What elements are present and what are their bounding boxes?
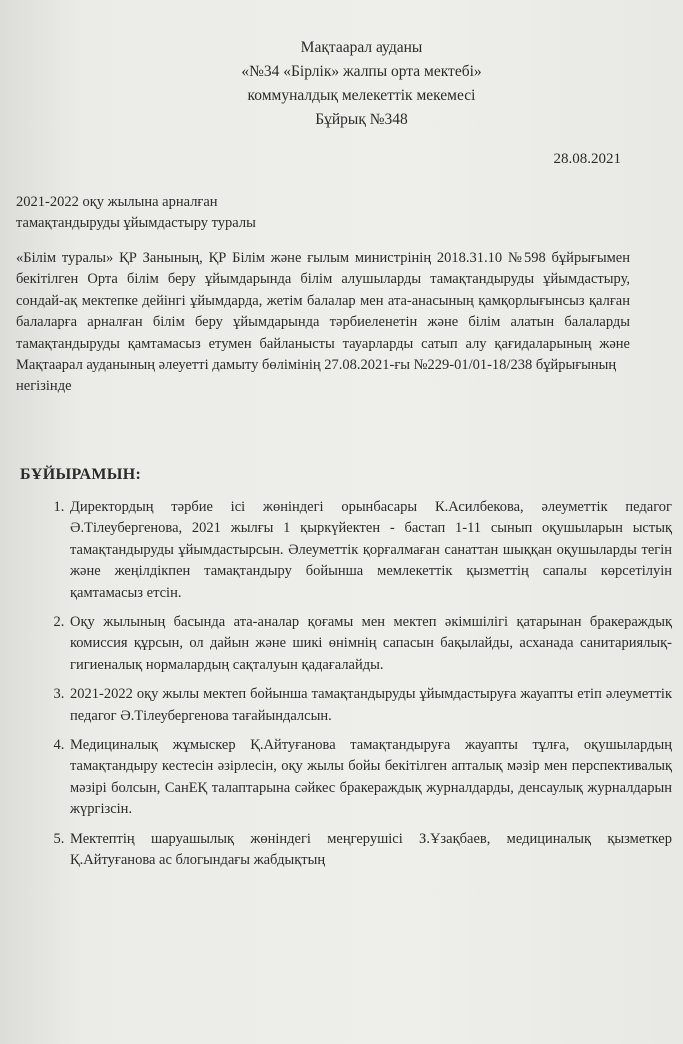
- order-date: 28.08.2021: [553, 151, 621, 167]
- preamble: [16, 248, 630, 398]
- preamble-end: негізінде: [16, 378, 72, 395]
- order-items-list: [28, 497, 672, 880]
- order-item: 3. 2021-2022 оқу жылы мектеп бойынша тамақтандыруды ұйымдастыруға жауапты етіп әлеуметтік педагог Ә.Тілеубергенова тағайындалсын.: [68, 684, 672, 727]
- order-heading: БҰЙЫРАМЫН:: [20, 466, 142, 483]
- order-item: 5. Мектептің шаруашылық жөніндегі меңгерушісі З.Ұзақбаев, медициналық қызметкер Қ.Айтуғанова ас блогындағы жабдықтың: [68, 829, 672, 872]
- preamble-text: «Білім туралы» ҚР Занының, ҚР Білім және ғылым министрінің 2018.31.10 №598 бұйрығымен бекітілген Орта білім беру ұйымдарында білім алушыларды тамақтандыруды ұйымдастыру, сондай-ақ мектепке дейінгі ұйымдарда, жетім балалар мен ата-анасының қамқорлығынсыз қалған балаларға арналған білім беру ұйымдарында тәрбиеленетін және білім алатын балаларды тамақтандыруды қамтамасыз етумен байланысты тауарларды сатып алу қағидаларының және Мақтаарал ауданының әлеуетті дамыту бөлімінің 27.08.2021-ғы №229-01/01-18/238 бұйрығының: [16, 250, 630, 374]
- subject-line-2: тамақтандыруды ұйымдастыру туралы: [16, 215, 256, 231]
- institution-type: коммуналдық мелекеттік мекемесі: [247, 87, 476, 104]
- district-name: Мақтаарал ауданы: [300, 39, 423, 56]
- order-subject: [16, 192, 256, 234]
- school-name: «№34 «Бірлік» жалпы орта мектебі»: [241, 63, 482, 80]
- order-item: 1. Директордың тәрбие ісі жөніндегі орынбасары К.Асилбекова, әлеуметтік педагог Ә.Тілеубергенова, 2021 жылғы 1 қыркүйектен - бастап 1-11 сынып оқушыларын ыстық тамақтандыруды ұйымдастырсын. Әлеуметтік қорғалмаған санаттан шыққан оқушыларды тегін және жеңілдікпен тамақтандыру бойынша мемлекеттік қызметтің сапалы көрсетілуін қамтамасыз етсін.: [68, 497, 672, 604]
- order-item: 4. Медициналық жұмыскер Қ.Айтуғанова тамақтандыруға жауапты тұлға, оқушылардың тамақтандыру кестесін әзірлесін, оқу жылы бойы бекітілген апталық мәзір мен перспективалық мәзірі болсын, СанЕҚ талаптарына сәйкес бракераждық журналдарды, денсаулық журналдарын жүргізсін.: [68, 735, 672, 821]
- order-number: Бұйрық №348: [315, 111, 408, 128]
- document-header: [0, 36, 683, 132]
- subject-line-1: 2021-2022 оқу жылына арналған: [16, 194, 218, 210]
- order-item: 2. Оқу жылының басында ата-аналар қоғамы мен мектеп әкімшілігі қатарынан бракераждық комиссия құрсын, ол дайын және шикі өнімнің сапасын бақылайды, асханада санитариялық-гигиеналық нормалардың сақталуын қадағалайды.: [68, 612, 672, 676]
